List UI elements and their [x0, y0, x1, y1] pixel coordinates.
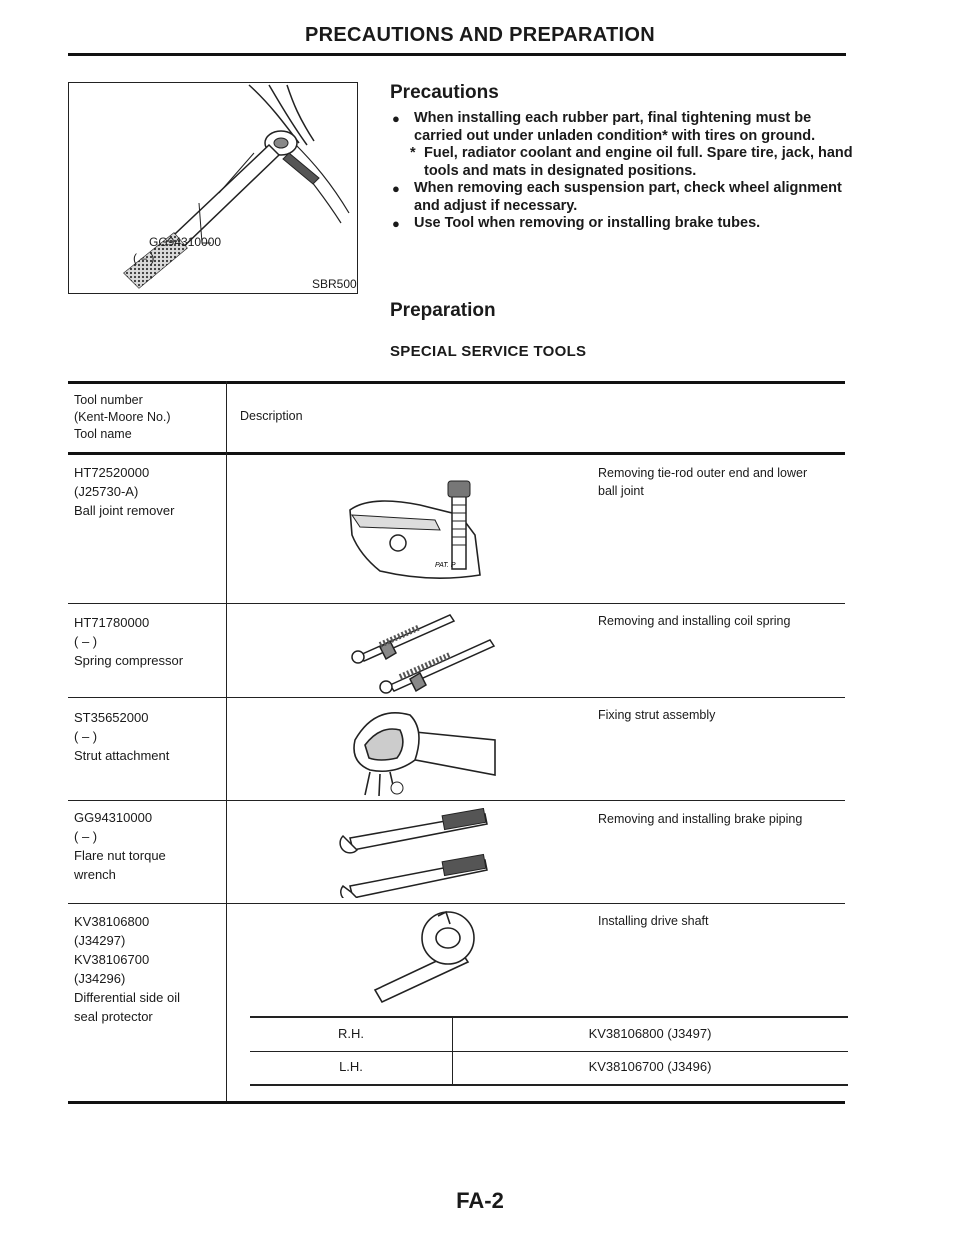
row-description: Installing drive shaft: [598, 914, 709, 928]
subtable-side: L.H.: [339, 1059, 363, 1074]
seal-protector-icon: [360, 910, 490, 1010]
table-header-rule: [68, 452, 845, 455]
subtable-bottom-rule: [250, 1084, 848, 1086]
figure-kent-moore: ( – ): [133, 251, 155, 265]
subtable-top-rule: [250, 1016, 848, 1018]
row-description: Removing tie-rod outer end and lower ball joint: [598, 466, 808, 498]
precautions-heading: Precautions: [390, 82, 499, 103]
table-bottom-rule: [68, 1101, 845, 1104]
table-row: GG94310000 ( – ) Flare nut torque wrench: [74, 810, 166, 882]
flare-nut-wrench-icon: [335, 808, 500, 898]
row-description: Fixing strut assembly: [598, 708, 716, 722]
precaution-item: ● When removing each suspension part, check wheel alignment and adjust if necessary.: [392, 180, 862, 215]
row-divider: [68, 903, 845, 904]
torque-wrench-figure: [68, 82, 358, 294]
row-description: Removing and installing coil spring: [598, 614, 791, 628]
subtable-part: KV38106800 (J3497): [588, 1026, 712, 1041]
pat-mark: PAT. P: [435, 562, 456, 569]
page-number: FA-2: [456, 1188, 504, 1213]
strut-attachment-icon: [335, 700, 500, 798]
table-header-tool: Tool number (Kent-Moore No.) Tool name: [74, 393, 171, 441]
subtable-part: KV38106700 (J3496): [588, 1059, 712, 1074]
table-row: HT72520000 (J25730-A) Ball joint remover: [74, 465, 175, 518]
table-row: HT71780000 ( – ) Spring compressor: [74, 615, 184, 668]
row-divider: [68, 800, 845, 801]
precaution-item: ● Use Tool when removing or installing brake tubes.: [392, 215, 862, 233]
figure-code: SBR500: [312, 277, 357, 291]
table-header-description: Description: [240, 409, 303, 423]
row-description: Removing and installing brake piping: [598, 812, 803, 826]
subtable-side: R.H.: [338, 1026, 364, 1041]
table-column-divider: [226, 381, 227, 1102]
ball-joint-remover-icon: [340, 475, 505, 595]
subtable-mid-rule: [250, 1051, 848, 1052]
precaution-note: * Fuel, radiator coolant and engine oil full. Spare tire, jack, hand tools and mats in designated positions.: [392, 145, 862, 180]
table-top-rule: [68, 381, 845, 384]
page-title: PRECAUTIONS AND PREPARATION: [305, 24, 655, 46]
row-divider: [68, 697, 845, 698]
preparation-heading: Preparation: [390, 300, 496, 321]
torque-wrench-illustration: [69, 83, 356, 292]
header-rule: [68, 53, 846, 56]
precautions-list: [392, 110, 862, 233]
table-row: ST35652000 ( – ) Strut attachment: [74, 710, 170, 763]
figure-part-number: GG94310000: [149, 235, 222, 249]
table-row: KV38106800 (J34297) KV38106700 (J34296) Differential side oil seal protector: [74, 914, 180, 1024]
row-divider: [68, 603, 845, 604]
spring-compressor-icon: [340, 605, 505, 695]
precaution-item: ● When installing each rubber part, final tightening must be carried out under unladen condition* with tires on ground.: [392, 110, 862, 145]
special-tools-heading: SPECIAL SERVICE TOOLS: [390, 343, 587, 360]
